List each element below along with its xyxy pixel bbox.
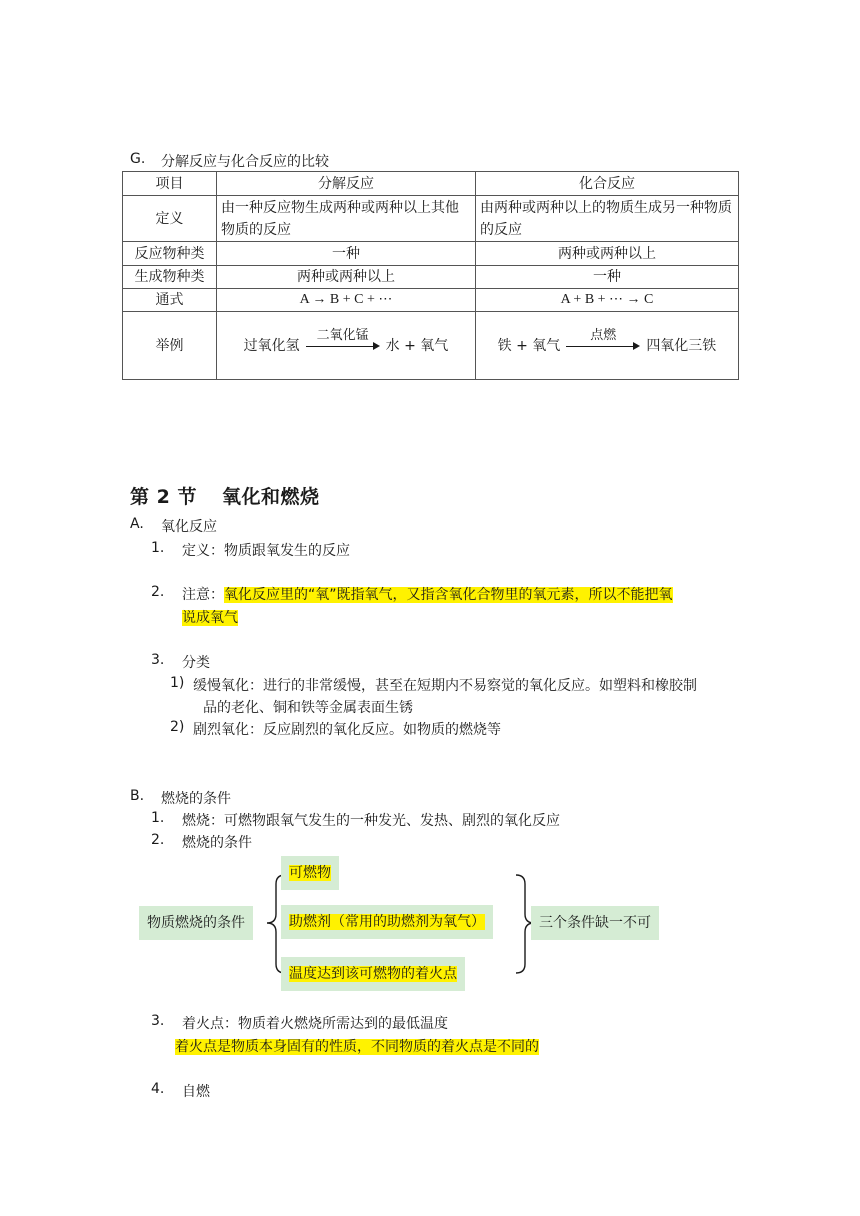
chapter-number: 第 2 节 [130, 486, 197, 508]
table-header-cell: 化合反应 [476, 172, 739, 196]
table-row-label: 通式 [123, 289, 217, 312]
sub-list-number: 1) [170, 675, 185, 691]
list-item: 分类 [182, 655, 210, 671]
condition-label: 助燃剂（常用的助燃剂为氧气） [289, 914, 485, 930]
section-g-marker: G. [130, 151, 146, 167]
reaction-condition: 二氧化锰 [316, 327, 369, 343]
list-item-continued [175, 1036, 539, 1056]
highlighted-note: 氧化反应里的“氧”既指氧气，又指含氧化合物里的氧元素，所以不能把氧 [224, 587, 673, 603]
section-a-marker: A. [130, 516, 144, 532]
table-header-cell: 分解反应 [217, 172, 476, 196]
list-number: 3. [151, 652, 165, 668]
sub-list-number: 2) [170, 719, 185, 735]
list-number: 1. [151, 540, 165, 556]
diagram-left-label: 物质燃烧的条件 [147, 915, 245, 931]
table-cell: 由一种反应物生成两种或两种以上其他物质的反应 [217, 196, 476, 242]
condition-label: 温度达到该可燃物的着火点 [289, 966, 457, 982]
note-prefix: 注意： [182, 587, 224, 603]
table-row-label: 定义 [123, 196, 217, 242]
list-item: 燃烧的条件 [182, 835, 252, 851]
list-item: 定义：物质跟氧发生的反应 [182, 543, 350, 559]
sub-list-item: 剧烈氧化：反应剧烈的氧化反应。如物质的燃烧等 [193, 722, 501, 738]
diagram-right-label: 三个条件缺一不可 [539, 915, 651, 931]
list-number: 2. [151, 584, 165, 600]
list-number: 1. [151, 810, 165, 826]
condition-label: 可燃物 [289, 865, 331, 881]
table-header-cell: 项目 [123, 172, 217, 196]
section-g-title: 分解反应与化合反应的比较 [161, 154, 329, 170]
list-number: 3. [151, 1013, 165, 1029]
products: 水 + 氧气 [385, 337, 449, 354]
table-cell: 一种 [476, 266, 739, 289]
condition-box [281, 957, 465, 991]
highlighted-note: 说成氧气 [182, 610, 238, 626]
condition-box [281, 856, 339, 890]
reactant: 铁 + 氧气 [497, 337, 561, 354]
reactant: 过氧化氢 [243, 337, 300, 354]
table-cell: 两种或两种以上 [217, 266, 476, 289]
sub-list-item: 缓慢氧化：进行的非常缓慢，甚至在短期内不易察觉的氧化反应。如塑料和橡胶制 [193, 678, 697, 694]
products: 四氧化三铁 [646, 337, 717, 354]
table-row-label: 反应物种类 [123, 242, 217, 266]
reaction-condition: 点燃 [590, 327, 617, 343]
table-cell: A + B + ⋯ → C [476, 289, 739, 312]
highlighted-note: 着火点是物质本身固有的性质，不同物质的着火点是不同的 [175, 1039, 539, 1055]
list-number: 4. [151, 1081, 165, 1097]
table-cell: 由两种或两种以上的物质生成另一种物质的反应 [476, 196, 739, 242]
section-a-title: 氧化反应 [161, 519, 217, 535]
list-item: 着火点：物质着火燃烧所需达到的最低温度 [182, 1016, 448, 1032]
condition-box [281, 905, 493, 939]
table-row-label: 举例 [123, 312, 217, 380]
section-b-marker: B. [130, 788, 145, 804]
list-item: 自燃 [182, 1084, 210, 1100]
table-cell: A → B + C + ⋯ [217, 289, 476, 312]
diagram-right-box [531, 906, 659, 940]
chapter-title: 氧化和燃烧 [222, 486, 320, 508]
sub-list-item-continued: 品的老化、铜和铁等金属表面生锈 [203, 700, 413, 716]
table-cell: 两种或两种以上 [476, 242, 739, 266]
table-row-label: 生成物种类 [123, 266, 217, 289]
table-cell: 一种 [217, 242, 476, 266]
list-item: 燃烧：可燃物跟氧气发生的一种发光、发热、剧烈的氧化反应 [182, 813, 560, 829]
section-b-title: 燃烧的条件 [161, 791, 231, 807]
list-number: 2. [151, 832, 165, 848]
